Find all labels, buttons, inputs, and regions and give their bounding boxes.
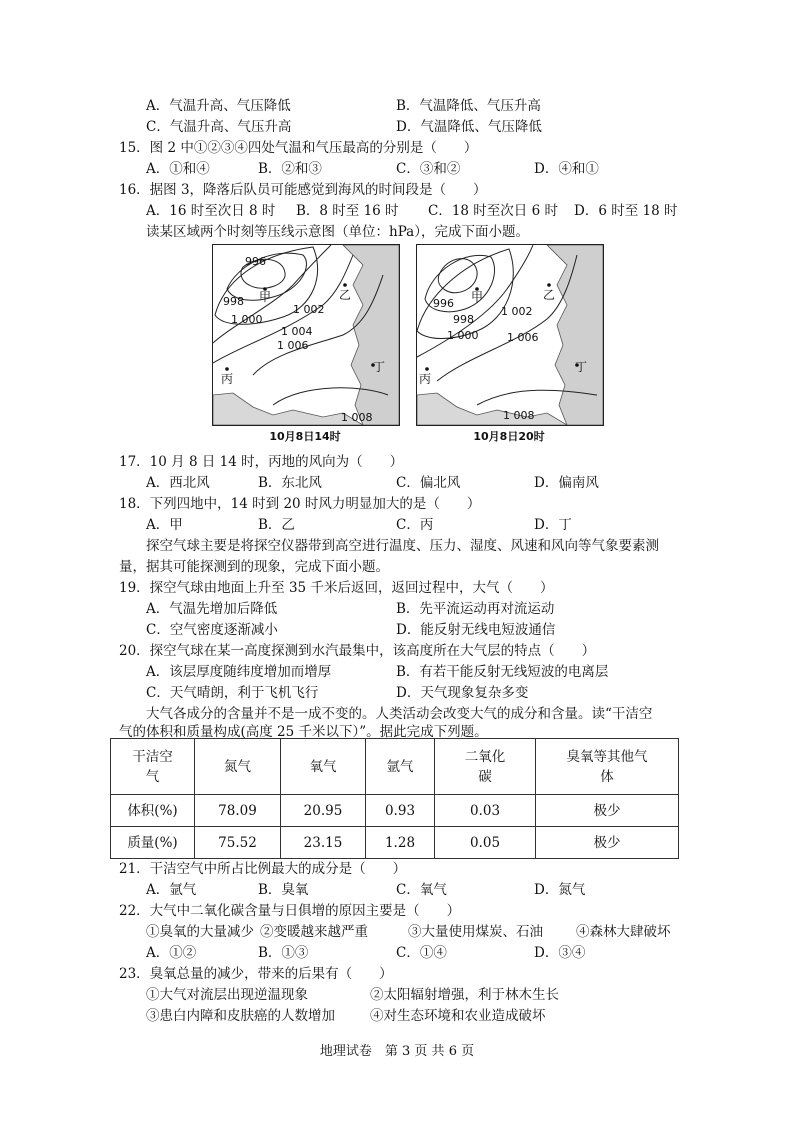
land-shading bbox=[343, 245, 399, 425]
isobar-label: 998 bbox=[223, 295, 244, 308]
place-label-yi: 乙 bbox=[339, 288, 352, 302]
q17-option-a: A．西北风 bbox=[146, 475, 210, 491]
table-header-cell: 二氧化 碳 bbox=[435, 739, 536, 795]
table-cell: 75.52 bbox=[195, 827, 281, 859]
table-cell: 20.95 bbox=[281, 795, 366, 827]
q14-option-a: A．气温升高、气压降低 bbox=[146, 98, 291, 114]
q18-option-d: D．丁 bbox=[534, 517, 572, 533]
q21-option-b: B．臭氧 bbox=[258, 882, 309, 898]
q19-option-d: D．能反射无线电短波通信 bbox=[396, 622, 556, 638]
map-caption-14h: 10月8日14时 bbox=[269, 430, 341, 443]
q17-option-c: C．偏北风 bbox=[396, 475, 461, 491]
q16-option-a: A．16 时至次日 8 时 bbox=[146, 203, 276, 219]
air-passage-line1: 大气各成分的含量并不是一成不变的。人类活动会改变大气的成分和含量。读“干洁空 bbox=[146, 706, 653, 722]
q20-stem: 20．探空气球在某一高度探测到水汽最集中，该高度所在大气层的特点（ ） bbox=[119, 643, 596, 659]
q22-stem: 22．大气中二氧化碳含量与日俱增的原因主要是（ ） bbox=[119, 903, 461, 919]
isobar-label: 1 008 bbox=[503, 409, 535, 422]
q16-stem: 16．据图 3，降落后队员可能感觉到海风的时间段是（ ） bbox=[119, 182, 487, 198]
q21-option-a: A．氩气 bbox=[146, 882, 197, 898]
air-composition-table bbox=[110, 738, 679, 859]
place-marker bbox=[225, 367, 229, 371]
q19-option-a: A．气温先增加后降低 bbox=[146, 601, 278, 617]
place-marker bbox=[425, 367, 429, 371]
q22-item-3: ③大量使用煤炭、石油 bbox=[408, 924, 543, 940]
isobar-label: 1 000 bbox=[231, 313, 263, 326]
q20-option-d: D．天气现象复杂多变 bbox=[396, 685, 529, 701]
q23-item-1: ①大气对流层出现逆温现象 bbox=[146, 987, 308, 1003]
q14-option-d: D．气温降低、气压降低 bbox=[396, 119, 542, 135]
q15-option-b: B．②和③ bbox=[258, 161, 322, 177]
table-header-cell: 氮气 bbox=[195, 739, 281, 795]
isobar-map-20h bbox=[416, 244, 604, 426]
table-cell: 23.15 bbox=[281, 827, 366, 859]
place-label-jia: 甲 bbox=[259, 290, 272, 304]
isobar-label: 1 004 bbox=[281, 325, 313, 338]
q18-option-b: B．乙 bbox=[258, 517, 295, 533]
balloon-passage-line2: 量，据其可能探测到的现象，完成下面小题。 bbox=[119, 559, 389, 575]
isobar-passage: 读某区域两个时刻等压线示意图（单位：hPa），完成下面小题。 bbox=[146, 224, 529, 240]
isobar-label: 1 006 bbox=[277, 339, 309, 352]
q16-option-b: B．8 时至 16 时 bbox=[296, 203, 399, 219]
q23-item-2: ②太阳辐射增强，利于林木生长 bbox=[370, 987, 559, 1003]
q22-item-2: ②变暖越来越严重 bbox=[260, 924, 368, 940]
q17-option-d: D．偏南风 bbox=[534, 475, 599, 491]
map-caption-20h: 10月8日20时 bbox=[473, 430, 545, 443]
isobar-line-996 bbox=[438, 259, 477, 293]
q19-option-c: C．空气密度逐渐减小 bbox=[146, 622, 278, 638]
place-label-ding: 丁 bbox=[575, 360, 588, 374]
q15-option-d: D．④和① bbox=[534, 161, 599, 177]
isobar-label: 996 bbox=[433, 297, 454, 310]
q14-option-b: B．气温降低、气压升高 bbox=[396, 98, 541, 114]
isobar-label: 1 006 bbox=[507, 331, 539, 344]
q22-option-a: A．①② bbox=[146, 945, 197, 961]
isobar-label: 1 000 bbox=[447, 329, 479, 342]
q16-option-d: D．6 时至 18 时 bbox=[574, 203, 678, 219]
place-marker bbox=[343, 283, 347, 287]
q18-stem: 18．下列四地中，14 时到 20 时风力明显加大的是（ ） bbox=[119, 496, 481, 512]
isobar-map-14h bbox=[212, 244, 400, 426]
place-label-jia: 甲 bbox=[471, 290, 484, 304]
land-shading bbox=[547, 245, 603, 425]
table-cell: 1.28 bbox=[366, 827, 435, 859]
isobar-label: 1 008 bbox=[341, 411, 373, 424]
table-cell: 体积(%) bbox=[111, 795, 195, 827]
table-cell: 极少 bbox=[536, 827, 679, 859]
q22-option-d: D．③④ bbox=[534, 945, 586, 961]
place-label-bing: 丙 bbox=[221, 372, 234, 386]
q22-item-4: ④森林大肆破坏 bbox=[576, 924, 671, 940]
q14-option-c: C．气温升高、气压升高 bbox=[146, 119, 292, 135]
q16-option-c: C．18 时至次日 6 时 bbox=[428, 203, 558, 219]
table-header-cell: 氩气 bbox=[366, 739, 435, 795]
q15-stem: 15．图 2 中①②③④四处气温和气压最高的分别是（ ） bbox=[119, 140, 478, 156]
place-label-yi: 乙 bbox=[543, 288, 556, 302]
q18-option-c: C．丙 bbox=[396, 517, 434, 533]
isobar-label: 1 002 bbox=[293, 303, 325, 316]
table-cell: 0.93 bbox=[366, 795, 435, 827]
q20-option-b: B．有若干能反射无线短波的电离层 bbox=[396, 664, 609, 680]
table-header-row bbox=[111, 739, 679, 795]
isobar-label: 1 002 bbox=[501, 305, 533, 318]
table-header-cell: 氧气 bbox=[281, 739, 366, 795]
q18-option-a: A．甲 bbox=[146, 517, 183, 533]
isobar-maps bbox=[212, 244, 602, 450]
isobar-label: 998 bbox=[453, 313, 474, 326]
q21-option-c: C．氧气 bbox=[396, 882, 447, 898]
place-label-bing: 丙 bbox=[419, 372, 432, 386]
q20-option-a: A．该层厚度随纬度增加而增厚 bbox=[146, 664, 332, 680]
q20-option-c: C．天气晴朗，利于飞机飞行 bbox=[146, 685, 319, 701]
table-cell: 0.03 bbox=[435, 795, 536, 827]
q22-item-1: ①臭氧的大量减少 bbox=[146, 924, 254, 940]
air-passage-line2: 气的体积和质量构成(高度 25 千米以下）”。据此完成下列题。 bbox=[119, 724, 488, 740]
page-footer: 地理试卷 第 3 页 共 6 页 bbox=[319, 1044, 475, 1059]
balloon-passage-line1: 探空气球主要是将探空仪器带到高空进行温度、压力、湿度、风速和风向等气象要素测 bbox=[146, 538, 659, 554]
q19-stem: 19．探空气球由地面上升至 35 千米后返回，返回过程中，大气（ ） bbox=[119, 580, 554, 596]
table-cell: 0.05 bbox=[435, 827, 536, 859]
q15-option-c: C．③和② bbox=[396, 161, 461, 177]
q22-option-b: B．①③ bbox=[258, 945, 309, 961]
table-cell: 78.09 bbox=[195, 795, 281, 827]
table-cell: 极少 bbox=[536, 795, 679, 827]
table-cell: 质量(%) bbox=[111, 827, 195, 859]
isobar-label: 996 bbox=[245, 255, 266, 268]
q21-stem: 21．干洁空气中所占比例最大的成分是（ ） bbox=[119, 861, 407, 877]
q17-option-b: B．东北风 bbox=[258, 475, 322, 491]
table-row bbox=[111, 795, 679, 827]
q21-option-d: D．氮气 bbox=[534, 882, 586, 898]
q23-stem: 23．臭氧总量的减少，带来的后果有（ ） bbox=[119, 966, 393, 982]
place-marker bbox=[547, 283, 551, 287]
place-label-ding: 丁 bbox=[373, 360, 386, 374]
table-header-cell: 干洁空 气 bbox=[111, 739, 195, 795]
q19-option-b: B．先平流运动再对流运动 bbox=[396, 601, 555, 617]
isobar-map-20h-svg bbox=[417, 245, 603, 425]
table-row bbox=[111, 827, 679, 859]
q23-item-4: ④对生态环境和农业造成破坏 bbox=[370, 1008, 546, 1024]
q15-option-a: A．①和④ bbox=[146, 161, 210, 177]
q23-item-3: ③患白内障和皮肤癌的人数增加 bbox=[146, 1008, 335, 1024]
table-header-cell: 臭氧等其他气 体 bbox=[536, 739, 679, 795]
q22-option-c: C．①④ bbox=[396, 945, 447, 961]
q17-stem: 17．10 月 8 日 14 时，丙地的风向为（ ） bbox=[119, 454, 404, 470]
isobar-map-14h-svg bbox=[213, 245, 399, 425]
